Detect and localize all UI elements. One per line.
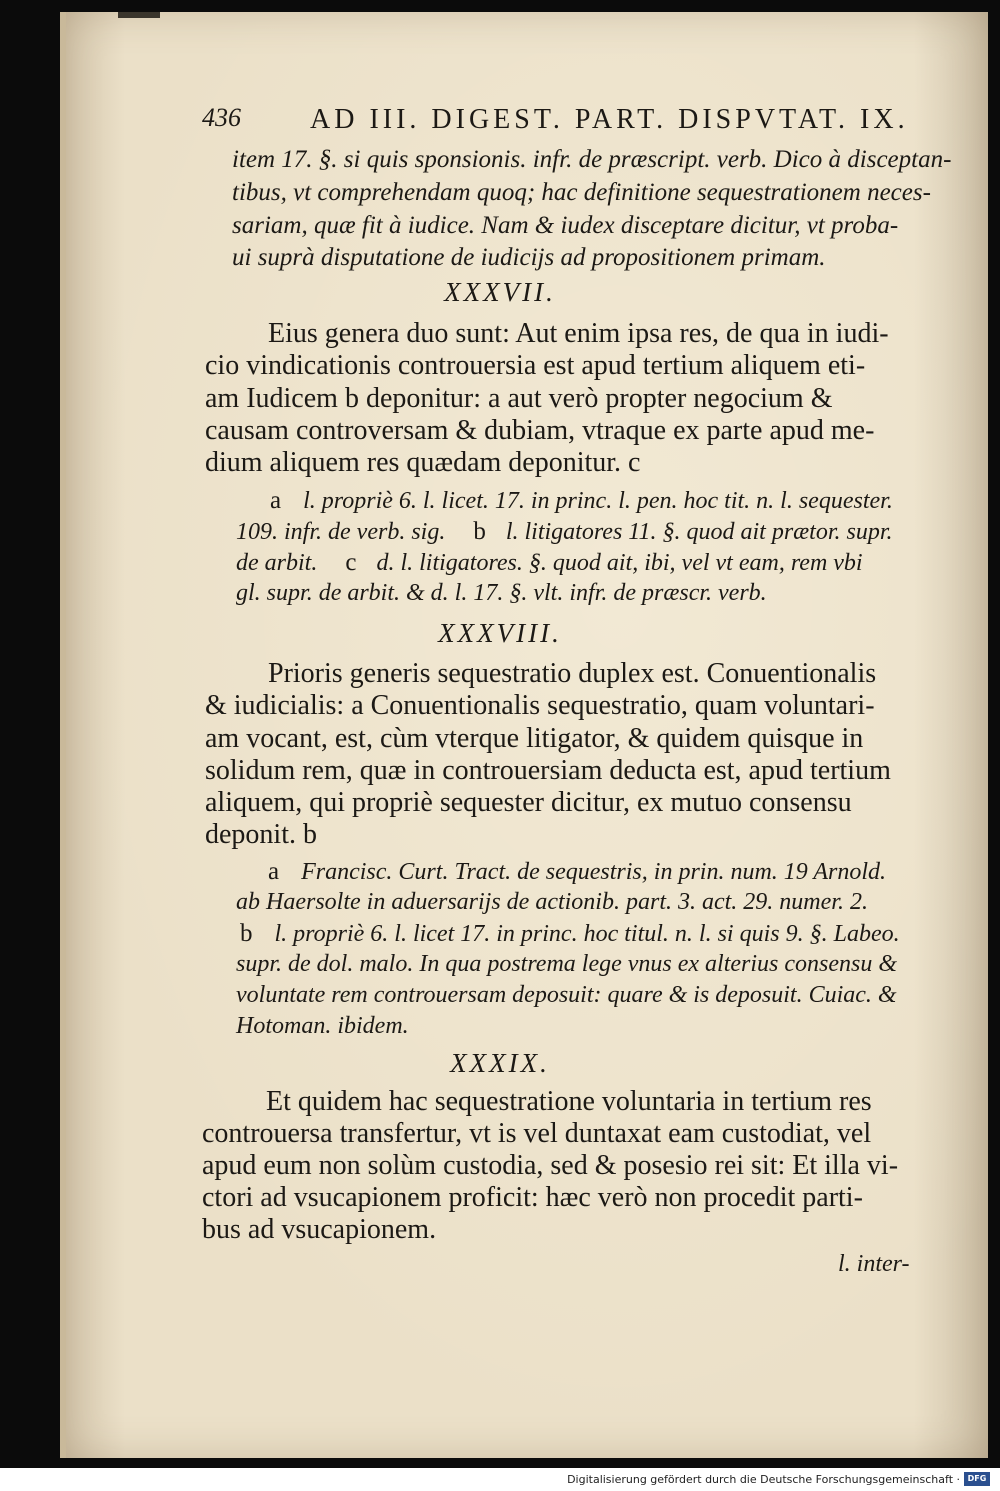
footnote-line [236,518,893,546]
body-line: ctori ad vsucapionem proficit: hæc verò non procedit parti- [202,1182,863,1213]
body-line: dium aliquem res quædam deponitur. c [205,447,641,478]
page-number: 436 [202,103,241,132]
body-line: & iudicialis: a Conuentionalis sequestratio, quam voluntari- [205,690,875,721]
continuation-line: sariam, quæ fit à iudice. Nam & iudex disceptare dicitur, vt proba- [232,212,899,239]
footnote-line [268,858,886,886]
body-line: apud eum non solùm custodia, sed & posesio rei sit: Et illa vi- [202,1150,899,1181]
page-edge [60,12,66,1458]
footnote-text: Francisc. Curt. Tract. de sequestris, in prin. num. 19 Arnold. [301,859,887,885]
footnote-line [240,920,900,948]
continuation-line: item 17. §. si quis sponsionis. infr. de præscript. verb. Dico à disceptan- [232,146,952,173]
footnote-line: Hotoman. ibidem. [236,1013,409,1039]
footnote-marker: a [270,487,282,514]
continuation-line: ui suprà disputatione de iudicijs ad propositionem primam. [232,244,826,271]
footnote-line [270,487,893,515]
body-line: am vocant, est, cùm vterque litigator, & quidem quisque in [205,723,864,754]
binding-mark [118,12,160,18]
footnote-marker: b [240,920,253,947]
running-head: AD III. DIGEST. PART. DISPVTAT. IX. [310,104,909,135]
section-heading-xxxix: XXXIX. [450,1048,550,1078]
footnote-line: supr. de dol. malo. In qua postrema lege vnus ex alterius consensu & [236,951,898,977]
body-line: Et quidem hac sequestratione voluntaria in tertium res [266,1086,872,1117]
footer-credit: Digitalisierung gefördert durch die Deutsche Forschungsgemeinschaft · [567,1473,960,1486]
footnote-text: d. l. litigatores. §. quod ait, ibi, vel vt eam, rem vbi [376,550,863,576]
footnote-marker: b [473,518,486,545]
section-heading-xxxvii: XXXVII. [444,277,556,307]
body-line: controuersa transfertur, vt is vel duntaxat eam custodiat, vel [202,1118,872,1149]
body-line: Eius genera duo sunt: Aut enim ipsa res, de qua in iudi- [268,318,889,349]
footnote-line [236,580,767,607]
section-heading-xxxviii: XXXVIII. [438,618,562,648]
footnote-text: 109. infr. de verb. sig. [236,519,446,545]
footnote-text: l. propriè 6. l. licet. 17. in princ. l. pen. hoc tit. n. l. sequester. [303,488,893,514]
footnote-text: l. litigatores 11. §. quod ait prætor. supr. [505,519,893,545]
footnote-marker: c [345,549,357,576]
footnote-text: l. propriè 6. l. licet 17. in princ. hoc titul. n. l. si quis 9. §. Labeo. [274,921,900,947]
body-line: causam controversam & dubiam, vtraque ex parte apud me- [205,415,875,446]
body-line: aliquem, qui propriè sequester dicitur, ex mutuo consensu [205,787,852,818]
body-line: solidum rem, quæ in controuersiam deducta est, apud tertium [205,755,891,786]
body-line: Prioris generis sequestratio duplex est. Conuentionalis [268,658,877,689]
footnote-text: gl. supr. de arbit. & d. l. 17. §. vlt. infr. de præscr. verb. [236,580,767,606]
footnote-line [236,549,863,577]
body-line: am Iudicem b deponitur: a aut verò propter negocium & [205,383,833,414]
footnote-line: voluntate rem controuersam deposuit: quare & is deposuit. Cuiac. & [236,982,897,1008]
continuation-line: tibus, vt comprehendam quoq; hac definitione sequestrationem neces- [232,179,931,206]
footnote-marker: a [268,858,280,885]
footnote-line: ab Haersolte in aduersarijs de actionib. part. 3. act. 29. numer. 2. [236,889,868,915]
dfg-logo-icon: DFG [964,1472,990,1486]
footnote-text: de arbit. [236,550,318,576]
body-line: cio vindicationis controuersia est apud tertium aliquem eti- [205,350,866,381]
catchword: l. inter- [838,1251,910,1277]
body-line: deponit. b [205,819,317,850]
body-line: bus ad vsucapionem. [202,1214,437,1245]
